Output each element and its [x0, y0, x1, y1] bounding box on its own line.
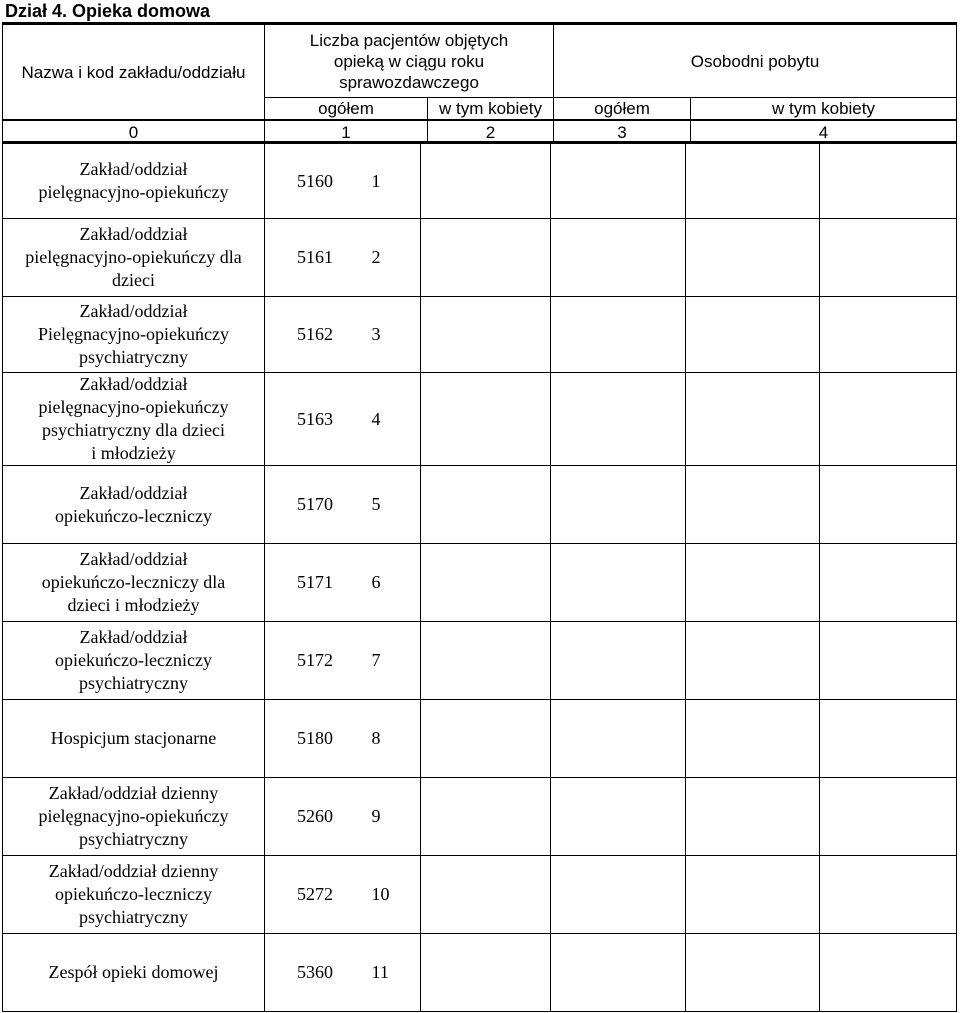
facility-name-line: dzieci i młodzieży: [67, 595, 200, 615]
header-sub-women-2: w tym kobiety: [691, 98, 957, 121]
section-title: Dział 4. Opieka domowa: [5, 1, 211, 21]
days-total-cell[interactable]: [686, 934, 820, 1012]
days-total-cell[interactable]: [686, 544, 820, 622]
row-number: 10: [372, 856, 421, 934]
header-patients-line-2: opieką w ciągu roku: [333, 51, 485, 71]
facility-name-line: Zakład/oddział: [79, 627, 188, 647]
facility-code: 5170: [265, 466, 372, 544]
patients-women-cell[interactable]: [551, 622, 686, 700]
column-number-1: 1: [265, 120, 428, 144]
patients-women-cell[interactable]: [551, 466, 686, 544]
header-sub-total-1: ogółem: [265, 98, 428, 121]
days-total-cell[interactable]: [686, 297, 820, 373]
patients-total-cell[interactable]: [421, 219, 551, 297]
patients-total-cell[interactable]: [421, 373, 551, 466]
patients-women-cell[interactable]: [551, 219, 686, 297]
facility-name-line: pielęgnacyjno-opiekuńczy: [38, 806, 229, 826]
facility-name-line: i młodzieży: [91, 443, 176, 463]
patients-women-cell[interactable]: [551, 143, 686, 219]
days-women-cell[interactable]: [820, 856, 957, 934]
facility-name-line: Zakład/oddział: [79, 482, 188, 503]
facility-name-line: Zakład/oddział dzienny: [48, 861, 219, 881]
header-patients-column: [265, 24, 554, 98]
facility-code: 5163: [265, 373, 372, 466]
patients-total-cell[interactable]: [421, 143, 551, 219]
days-total-cell[interactable]: [686, 219, 820, 297]
table-row: [3, 143, 957, 219]
patients-total-cell[interactable]: [421, 297, 551, 373]
facility-name: [3, 622, 265, 700]
table-row: [3, 466, 957, 544]
table-row: [3, 934, 957, 1012]
row-number: 5: [372, 466, 421, 544]
days-total-cell[interactable]: [686, 373, 820, 466]
facility-name-line: Zakład/oddział: [79, 301, 188, 321]
facility-name: [3, 700, 265, 778]
facility-name: [3, 297, 265, 373]
facility-code: 5171: [265, 544, 372, 622]
patients-women-cell[interactable]: [551, 934, 686, 1012]
header-sub-women-1: w tym kobiety: [428, 98, 554, 121]
days-total-cell[interactable]: [686, 622, 820, 700]
days-total-cell[interactable]: [686, 700, 820, 778]
facility-name-line: psychiatryczny: [79, 673, 188, 693]
patients-total-cell[interactable]: [421, 856, 551, 934]
row-number: 3: [372, 297, 421, 373]
facility-name-line: opiekuńczo-leczniczy: [55, 650, 212, 670]
table-row: [3, 700, 957, 778]
table-row: [3, 856, 957, 934]
patients-women-cell[interactable]: [551, 856, 686, 934]
header-days-column: Osobodni pobytu: [554, 24, 957, 98]
days-total-cell[interactable]: [686, 466, 820, 544]
facility-code: 5360: [265, 934, 372, 1012]
column-number-4: 4: [691, 120, 957, 144]
row-number: 11: [372, 934, 421, 1012]
facility-code: 5162: [265, 297, 372, 373]
facility-name: [3, 778, 265, 856]
facility-name-line: Zakład/oddział: [79, 159, 188, 179]
patients-women-cell[interactable]: [551, 544, 686, 622]
facility-name-line: pielęgnacyjno-opiekuńczy: [38, 182, 229, 202]
table-row: [3, 373, 957, 466]
facility-name-line: opiekuńczo-leczniczy: [55, 884, 212, 904]
facility-name-line: psychiatryczny dla dzieci: [42, 420, 225, 440]
facility-name-line: Hospicjum stacjonarne: [50, 728, 217, 748]
patients-total-cell[interactable]: [421, 622, 551, 700]
facility-name: [3, 373, 265, 466]
facility-name-line: Zespół opieki domowej: [48, 962, 219, 982]
facility-name-line: pielęgnacyjno-opiekuńczy dla: [25, 247, 242, 267]
days-women-cell[interactable]: [820, 934, 957, 1012]
column-number-0: 0: [3, 120, 265, 144]
row-number: 8: [372, 700, 421, 778]
facility-name: [3, 934, 265, 1012]
table-row: [3, 219, 957, 297]
header-table: [2, 22, 957, 144]
facility-code: 5160: [265, 143, 372, 219]
patients-women-cell[interactable]: [551, 373, 686, 466]
patients-total-cell[interactable]: [421, 466, 551, 544]
facility-name: [3, 219, 265, 297]
days-women-cell[interactable]: [820, 700, 957, 778]
facility-name-line: psychiatryczny: [79, 907, 188, 927]
row-number: 2: [372, 219, 421, 297]
row-number: 6: [372, 544, 421, 622]
days-total-cell[interactable]: [686, 778, 820, 856]
days-women-cell[interactable]: [820, 297, 957, 373]
facility-name-line: Zakład/oddział dzienny: [48, 783, 219, 803]
facility-name-line: Zakład/oddział: [79, 224, 188, 244]
table-row: [3, 297, 957, 373]
days-women-cell[interactable]: [820, 466, 957, 544]
row-number: 7: [372, 622, 421, 700]
days-women-cell[interactable]: [820, 143, 957, 219]
facility-name-line: psychiatryczny: [79, 829, 188, 849]
facility-name-line: opiekuńczo-leczniczy dla: [41, 572, 226, 592]
days-total-cell[interactable]: [686, 856, 820, 934]
patients-women-cell[interactable]: [551, 297, 686, 373]
days-total-cell[interactable]: [686, 143, 820, 219]
header-sub-total-2: ogółem: [554, 98, 691, 121]
facility-name-line: pielęgnacyjno-opiekuńczy: [38, 397, 229, 417]
days-women-cell[interactable]: [820, 622, 957, 700]
patients-total-cell[interactable]: [421, 700, 551, 778]
data-table: [2, 141, 957, 1012]
header-patients-line-3: sprawozdawczego: [339, 72, 479, 92]
facility-name: [3, 466, 265, 544]
row-number: 4: [372, 373, 421, 466]
days-women-cell[interactable]: [820, 778, 957, 856]
facility-name: [3, 143, 265, 219]
patients-total-cell[interactable]: [421, 778, 551, 856]
facility-code: 5180: [265, 700, 372, 778]
days-women-cell[interactable]: [820, 219, 957, 297]
facility-name-line: Pielęgnacyjno-opiekuńczy: [38, 324, 229, 344]
table-row: [3, 622, 957, 700]
row-number: 9: [372, 778, 421, 856]
table-row: [3, 778, 957, 856]
table-row: [3, 544, 957, 622]
facility-name-line: Zakład/oddział: [79, 374, 188, 394]
patients-total-cell[interactable]: [421, 934, 551, 1012]
header-patients-line-1: Liczba pacjentów objętych: [309, 30, 509, 50]
facility-code: 5161: [265, 219, 372, 297]
facility-code: 5260: [265, 778, 372, 856]
patients-women-cell[interactable]: [551, 700, 686, 778]
facility-name-line: opiekuńczo-leczniczy: [55, 505, 212, 526]
days-women-cell[interactable]: [820, 544, 957, 622]
column-number-3: 3: [554, 120, 691, 144]
patients-women-cell[interactable]: [551, 778, 686, 856]
facility-name: [3, 856, 265, 934]
column-number-2: 2: [428, 120, 554, 144]
facility-name-line: dzieci: [112, 270, 155, 290]
facility-name-line: Zakład/oddział: [79, 549, 188, 569]
facility-name: [3, 544, 265, 622]
header-name-column: Nazwa i kod zakładu/oddziału: [3, 24, 265, 121]
row-number: 1: [372, 143, 421, 219]
patients-total-cell[interactable]: [421, 544, 551, 622]
facility-code: 5172: [265, 622, 372, 700]
days-women-cell[interactable]: [820, 373, 957, 466]
facility-name-line: psychiatryczny: [79, 347, 188, 367]
facility-code: 5272: [265, 856, 372, 934]
